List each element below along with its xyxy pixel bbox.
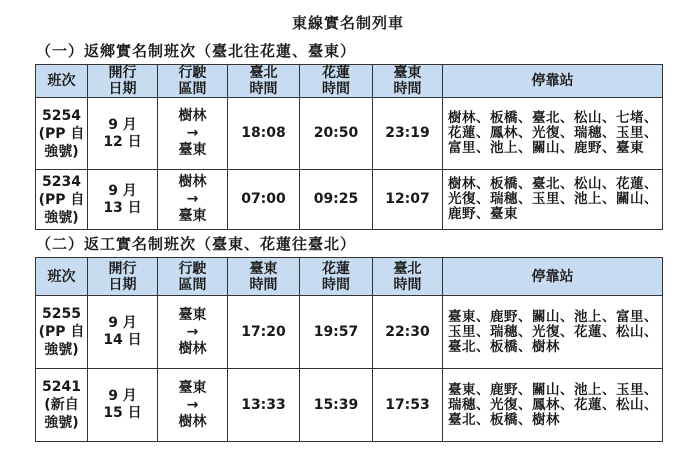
train-number: 5255 (PP 自 強號) xyxy=(36,296,88,369)
table-row xyxy=(36,170,663,230)
header-time-2: 花蓮 時間 xyxy=(300,65,373,98)
run-date: 9 月 14 日 xyxy=(88,296,158,369)
time-2: 09:25 xyxy=(300,170,373,230)
outbound-timetable xyxy=(35,64,663,230)
table-row xyxy=(36,296,663,369)
run-date: 9 月 12 日 xyxy=(88,98,158,170)
header-time-1: 臺東 時間 xyxy=(228,258,300,296)
route: 樹林 → 臺東 xyxy=(158,170,228,230)
header-time-1: 臺北 時間 xyxy=(228,65,300,98)
time-1: 17:20 xyxy=(228,296,300,369)
run-date: 9 月 13 日 xyxy=(88,170,158,230)
time-1: 13:33 xyxy=(228,369,300,442)
route: 臺東 → 樹林 xyxy=(158,296,228,369)
header-date: 開行 日期 xyxy=(88,65,158,98)
header-stops: 停靠站 xyxy=(443,258,663,296)
time-3: 12:07 xyxy=(373,170,443,230)
page-title: 東線實名制列車 xyxy=(291,14,404,32)
time-1: 07:00 xyxy=(228,170,300,230)
header-date: 開行 日期 xyxy=(88,258,158,296)
time-3: 17:53 xyxy=(373,369,443,442)
header-stops: 停靠站 xyxy=(443,65,663,98)
route: 樹林 → 臺東 xyxy=(158,98,228,170)
return-timetable xyxy=(35,257,663,442)
header-train-no: 班次 xyxy=(36,258,88,296)
time-1: 18:08 xyxy=(228,98,300,170)
time-2: 19:57 xyxy=(300,296,373,369)
run-date: 9 月 15 日 xyxy=(88,369,158,442)
stops-list: 臺東、鹿野、關山、池上、富里、玉里、瑞穗、光復、花蓮、松山、臺北、板橋、樹林 xyxy=(443,296,663,369)
header-train-no: 班次 xyxy=(36,65,88,98)
route: 臺東 → 樹林 xyxy=(158,369,228,442)
stops-list: 樹林、板橋、臺北、松山、七堵、花蓮、鳳林、光復、瑞穗、玉里、富里、池上、關山、鹿野、臺東 xyxy=(443,98,663,170)
table-header-row xyxy=(36,65,663,98)
time-3: 23:19 xyxy=(373,98,443,170)
stops-list: 樹林、板橋、臺北、松山、花蓮、光復、瑞穗、玉里、池上、關山、鹿野、臺東 xyxy=(443,170,663,230)
table-row xyxy=(36,98,663,170)
train-number: 5241 (新自 強號) xyxy=(36,369,88,442)
time-3: 22:30 xyxy=(373,296,443,369)
header-route: 行駛 區間 xyxy=(158,258,228,296)
header-time-3: 臺東 時間 xyxy=(373,65,443,98)
time-2: 15:39 xyxy=(300,369,373,442)
table-row xyxy=(36,369,663,442)
section1-heading: （一）返鄉實名制班次（臺北往花蓮、臺東） xyxy=(36,42,357,60)
train-number: 5234 (PP 自 強號) xyxy=(36,170,88,230)
table-header-row xyxy=(36,258,663,296)
section2-heading: （二）返工實名制班次（臺東、花蓮往臺北） xyxy=(36,235,357,253)
time-2: 20:50 xyxy=(300,98,373,170)
header-route: 行駛 區間 xyxy=(158,65,228,98)
header-time-3: 臺北 時間 xyxy=(373,258,443,296)
train-number: 5254 (PP 自 強號) xyxy=(36,98,88,170)
stops-list: 臺東、鹿野、關山、池上、玉里、瑞穗、光復、鳳林、花蓮、松山、臺北、板橋、樹林 xyxy=(443,369,663,442)
header-time-2: 花蓮 時間 xyxy=(300,258,373,296)
